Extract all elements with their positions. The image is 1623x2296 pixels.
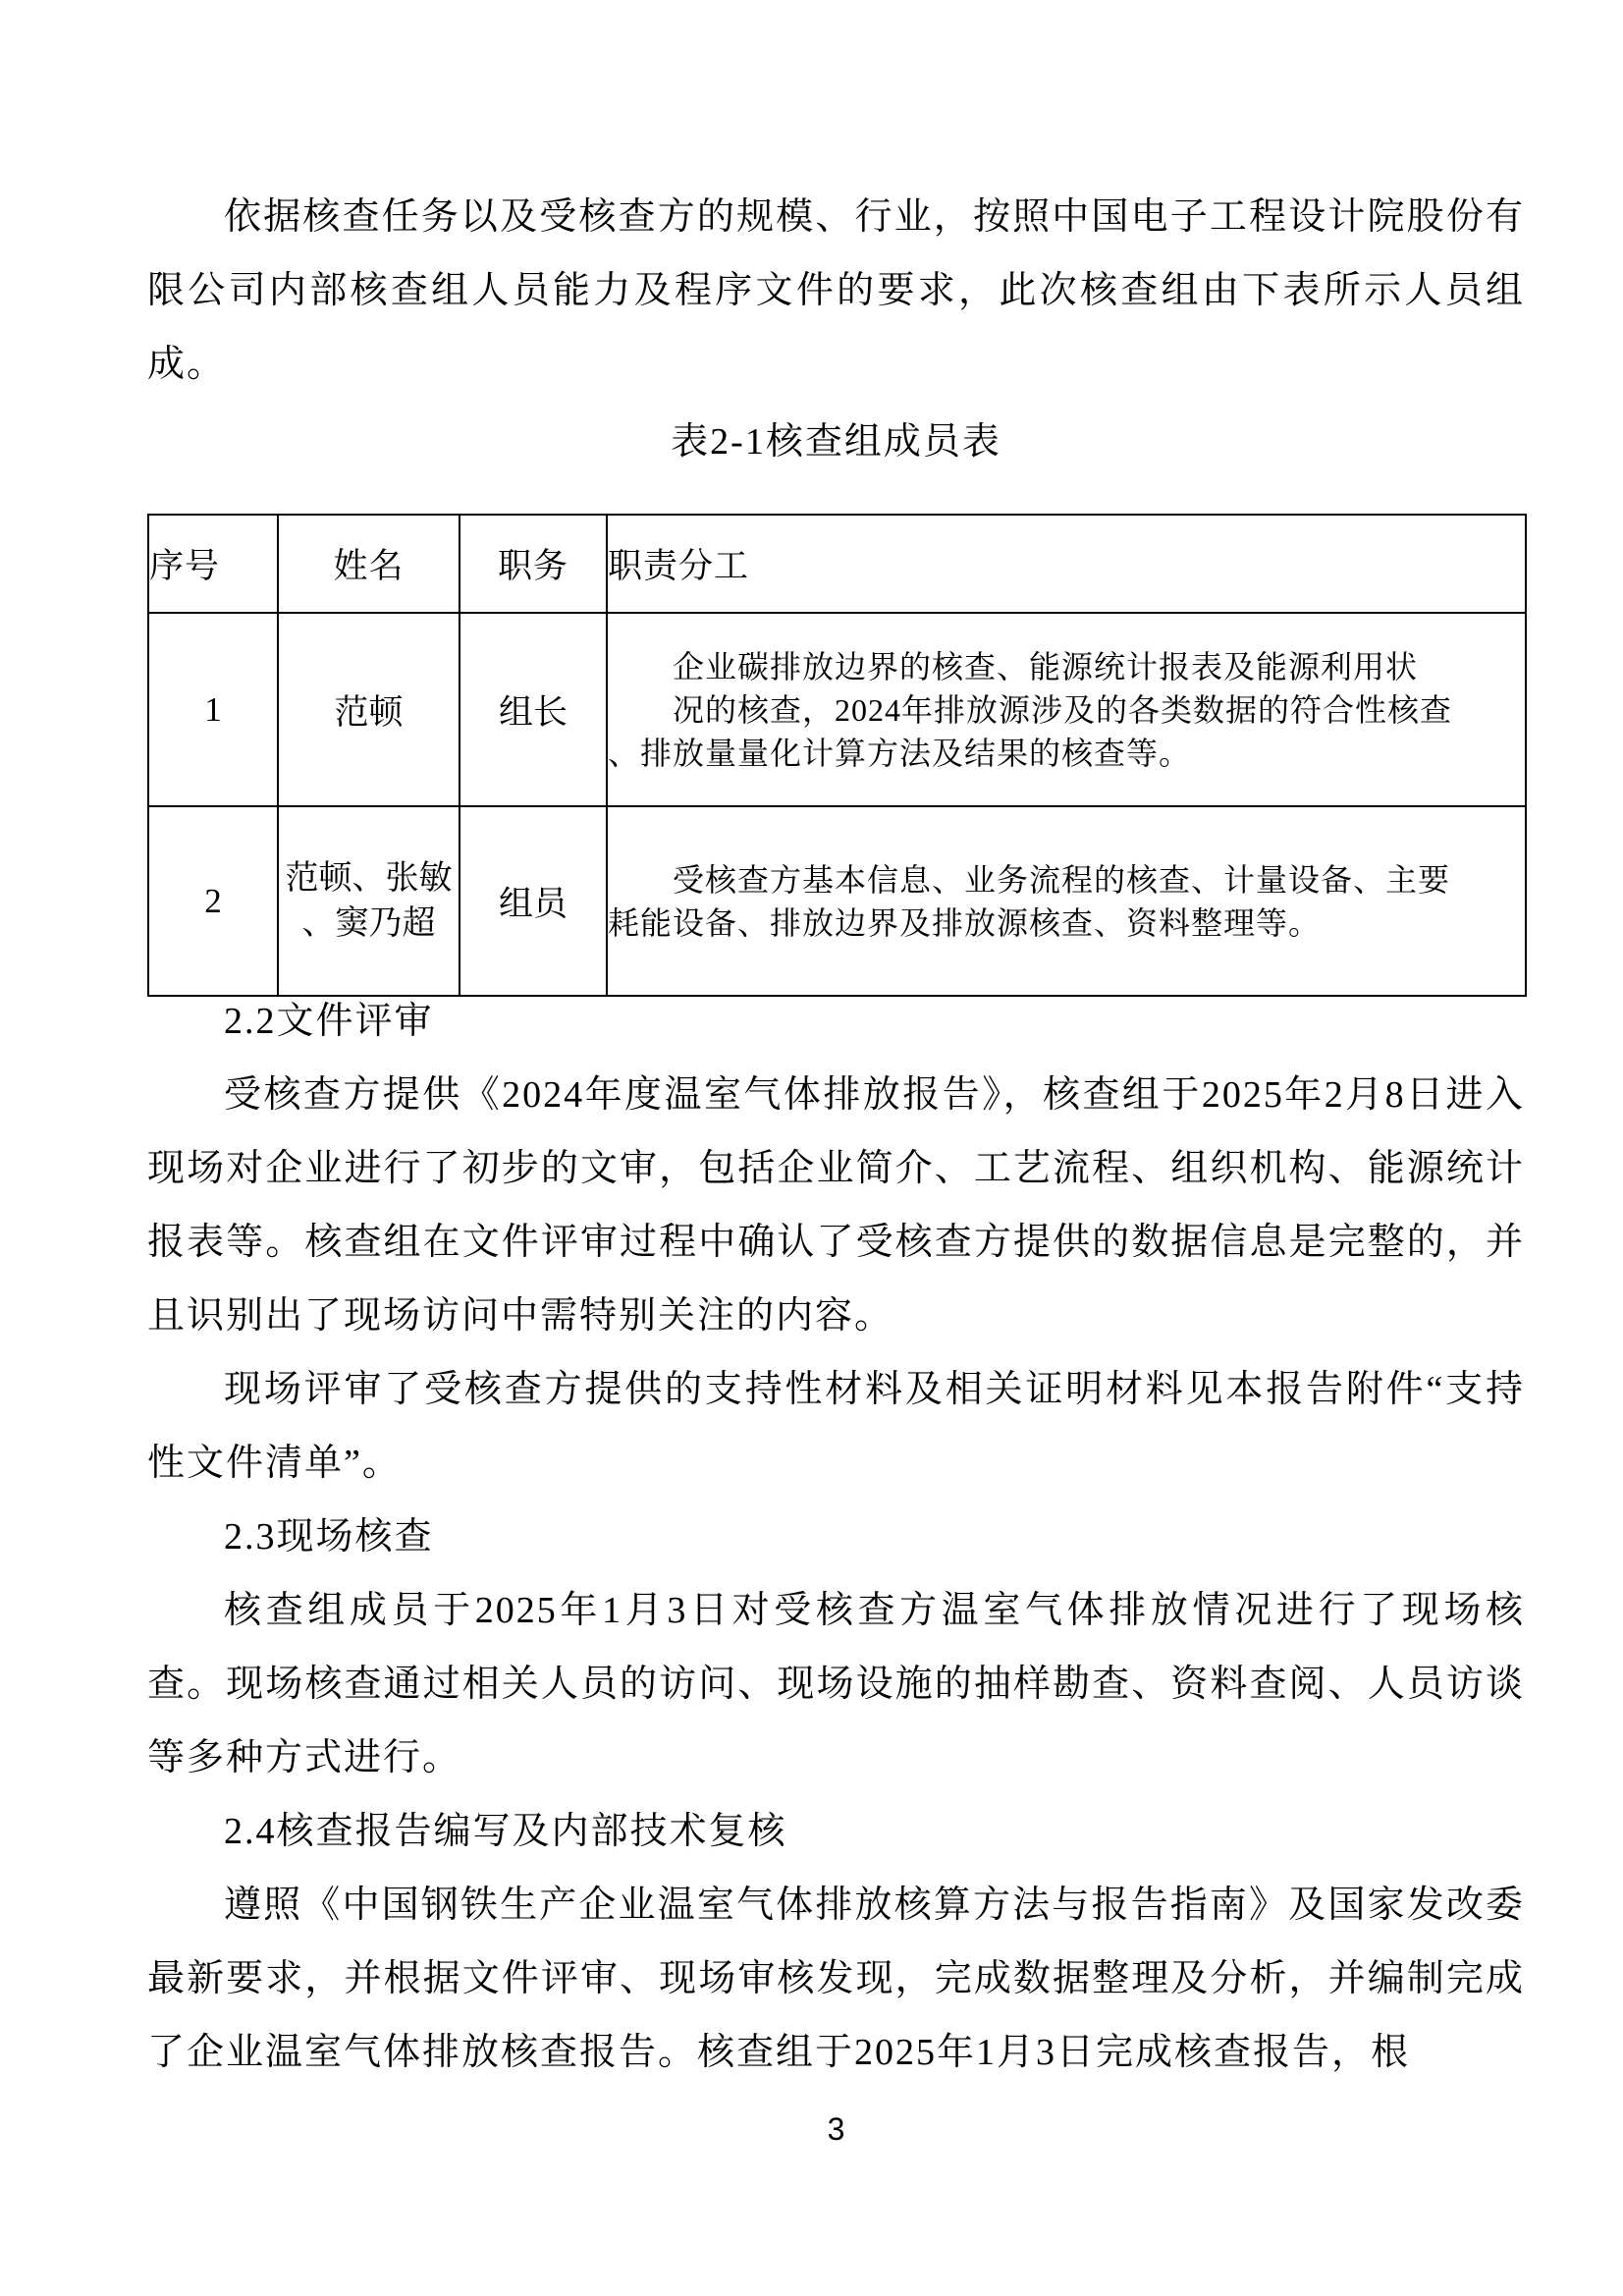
section-2-2 (147, 985, 1525, 1501)
section-2-4-paragraph-1: 遵照《中国钢铁生产企业温室气体排放核算方法与报告指南》及国家发改委最新要求，并根据文件评审、现场审核发现，完成数据整理及分析，并编制完成了企业温室气体排放核查报告。核查组于2025年1月3日完成核查报告，根 (147, 1885, 1525, 2073)
table-row (148, 613, 1526, 806)
section-2-2-paragraph-1: 受核查方提供《2024年度温室气体排放报告》，核查组于2025年2月8日进入现场对企业进行了初步的文审，包括企业简介、工艺流程、组织机构、能源统计报表等。核查组在文件评审过程中确认了受核查方提供的数据信息是完整的，并且识别出了现场访问中需特别关注的内容。 (147, 1074, 1525, 1337)
section-2-2-heading: 2.2文件评审 (224, 1001, 434, 1042)
row1-cell-role: 组长 (460, 613, 607, 806)
header-cell-role: 职务 (460, 515, 607, 613)
header-cell-name: 姓名 (278, 515, 460, 613)
section-2-2-paragraph-2: 现场评审了受核查方提供的支持性材料及相关证明材料见本报告附件“支持性文件清单”。 (147, 1369, 1525, 1484)
section-2-3-paragraph-1: 核查组成员于2025年1月3日对受核查方温室气体排放情况进行了现场核查。现场核查通过相关人员的访问、现场设施的抽样勘查、资料查阅、人员访谈等多种方式进行。 (147, 1590, 1525, 1778)
row2-cell-name: 范顿、张敏 、窦乃超 (278, 806, 460, 996)
header-cell-no: 序号 (148, 515, 278, 613)
row2-cell-duty: 受核查方基本信息、业务流程的核查、计量设备、主要 耗能设备、排放边界及排放源核查、资料整理等。 (607, 806, 1526, 996)
row1-cell-no: 1 (148, 613, 278, 806)
report-sections (147, 985, 1525, 2090)
section-2-4-heading: 2.4核查报告编写及内部技术复核 (224, 1811, 787, 1852)
section-2-3 (147, 1501, 1525, 1795)
row1-cell-name: 范顿 (278, 613, 460, 806)
section-2-4 (147, 1795, 1525, 2090)
table-row (148, 806, 1526, 996)
intro-paragraph: 依据核查任务以及受核查方的规模、行业，按照中国电子工程设计院股份有限公司内部核查组人员能力及程序文件的要求，此次核查组由下表所示人员组成。 (147, 196, 1525, 385)
row1-cell-duty: 企业碳排放边界的核查、能源统计报表及能源利用状 况的核查，2024年排放源涉及的各类数据的符合性核查 、排放量量化计算方法及结果的核查等。 (607, 613, 1526, 806)
header-cell-duty: 职责分工 (607, 515, 1526, 613)
section-2-3-heading: 2.3现场核查 (224, 1516, 434, 1558)
row2-cell-no: 2 (148, 806, 278, 996)
page-number: 3 (827, 2111, 845, 2147)
verification-team-table (147, 514, 1527, 997)
table-title: 表2-1核查组成员表 (671, 421, 1001, 463)
row2-cell-role: 组员 (460, 806, 607, 996)
table-header-row (148, 515, 1526, 613)
page-content (147, 0, 1525, 2090)
